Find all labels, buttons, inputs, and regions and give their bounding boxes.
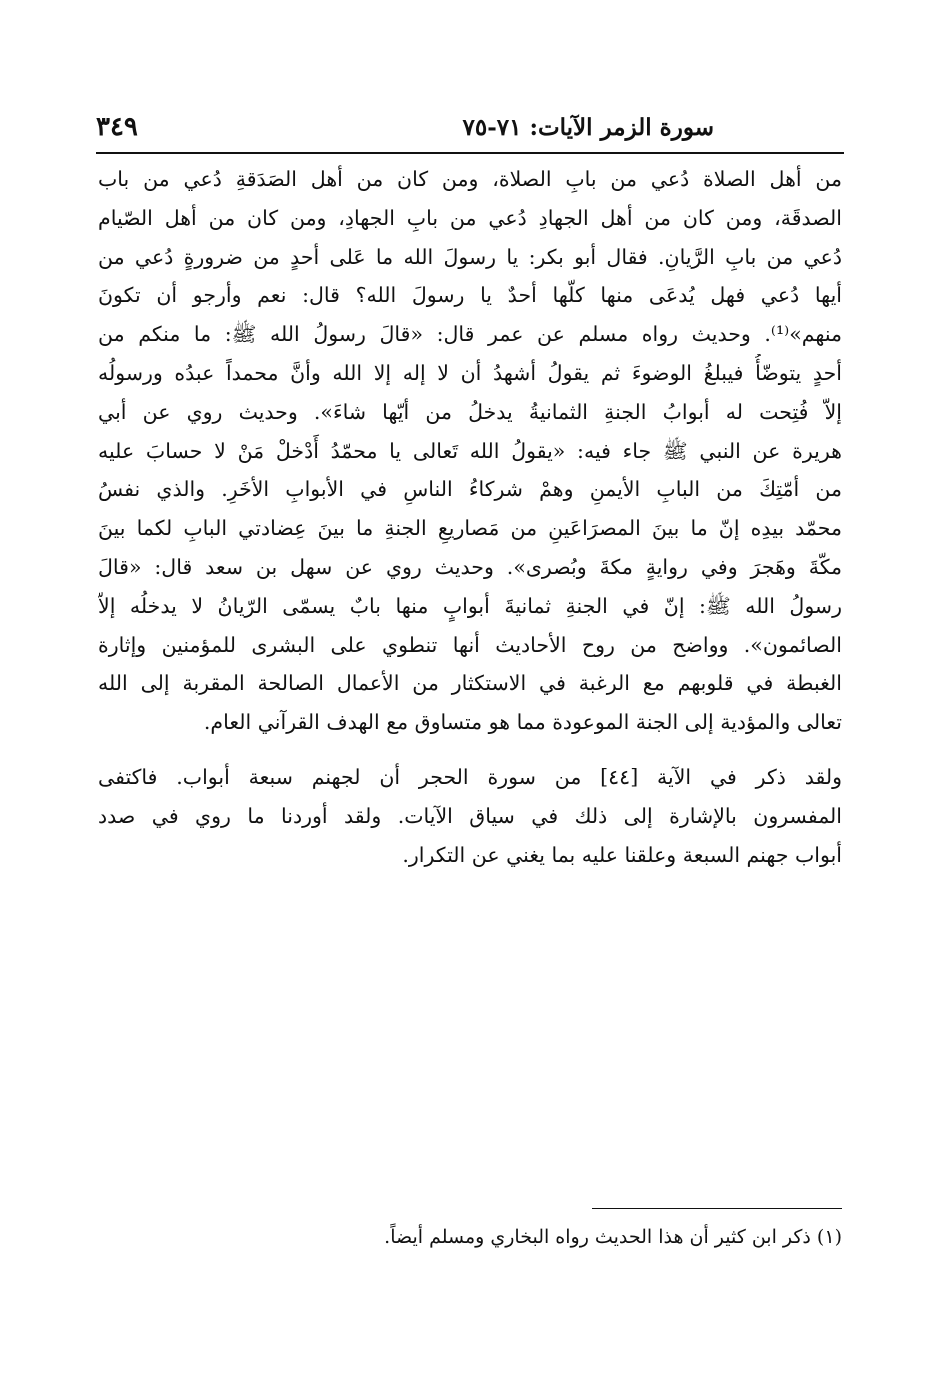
text-line: أيها دُعي فهل يُدعَى منها كلّها أحدٌ يا رسولَ الله؟ قال: نعم وأرجو أن تكونَ bbox=[98, 283, 842, 308]
paragraph-spacing bbox=[98, 742, 842, 758]
text-line: أحدٍ يتوضّأُ فيبلغُ الوضوءَ ثم يقولُ أشهدُ أن لا إله إلا الله وأنَّ محمداً عبدُه ورسولُه bbox=[98, 360, 842, 385]
paragraph-1 bbox=[98, 160, 842, 742]
text-line: المفسرون بالإشارة إلى ذلك في سياق الآيات. ولقد أوردنا ما روي في صدد bbox=[98, 803, 842, 828]
running-title: سورة الزمر الآيات: ٧١-٧٥ bbox=[462, 114, 714, 141]
page-header bbox=[96, 110, 844, 152]
text-line: تعالى والمؤدية إلى الجنة الموعودة مما هو متساوق مع الهدف القرآني العام. bbox=[203, 710, 842, 735]
text-line: رسولُ الله ﷺ: إنّ في الجنةِ ثمانيةَ أبوابٍ منها بابٌ يسمّى الرّيانُ لا يدخلُه إلاّ bbox=[98, 593, 842, 618]
text-line: إلاّ فُتِحت له أبوابُ الجنةِ الثمانيةُ يدخلُ من أيّها شاءَ». وحديث روي عن أبي bbox=[98, 399, 842, 424]
text-line: هريرة عن النبي ﷺ جاء فيه: «يقولُ الله تَعالى يا محمّدُ أَدْخلْ مَنْ لا حسابَ عليه bbox=[98, 438, 842, 463]
body-text bbox=[98, 160, 842, 874]
paragraph-2 bbox=[98, 758, 842, 874]
text-line: دُعي من بابِ الرَّيانِ. فقال أبو بكر: يا رسولَ الله ما عَلى أحدٍ من ضرورةٍ دُعي من bbox=[98, 244, 842, 269]
text-line: مكّةَ وهَجرَ وفي روايةٍ مكةَ وبُصرى». وحديث روي عن سهل بن سعد قال: «قالَ bbox=[98, 554, 842, 579]
text-line: ولقد ذكر في الآية [٤٤] من سورة الحجر أن لجهنم سبعة أبواب. فاكتفى bbox=[98, 764, 842, 789]
text-line: أبواب جهنم السبعة وعلقنا عليه بما يغني عن التكرار. bbox=[402, 842, 842, 867]
text-line: الغبطة في قلوبهم مع الرغبة في الاستكثار من الأعمال الصالحة المقربة إلى الله bbox=[98, 671, 842, 696]
text-line: محمّد بيدِه إنّ ما بينَ المصرَاعَينِ من مَصاريعِ الجنةِ ما بينَ عِضادتي البابِ لكما بينَ bbox=[98, 516, 842, 541]
text-line: منهم»⁽¹⁾. وحديث رواه مسلم عن عمر قال: «قالَ رسولُ الله ﷺ: ما منكم من bbox=[98, 322, 842, 347]
text-line: من أمّتِكَ من البابِ الأيمنِ وهمْ شركاءُ الناسِ في الأبوابِ الأخَرِ. والذي نفسُ bbox=[98, 477, 842, 502]
text-line: الصدقَة، ومن كان من أهل الجهادِ دُعي من بابِ الجهادِ، ومن كان من أهل الصّيام bbox=[98, 205, 842, 230]
page-number: ٣٤٩ bbox=[96, 112, 138, 142]
header-rule bbox=[96, 152, 844, 154]
footnote-rule bbox=[592, 1208, 842, 1209]
footnote: (١) ذكر ابن كثير أن هذا الحديث رواه البخاري ومسلم أيضاً. bbox=[384, 1226, 842, 1248]
text-line: من أهل الصلاة دُعي من بابِ الصلاة، ومن كان من أهل الصَدَقةِ دُعي من باب bbox=[98, 167, 842, 191]
text-line: الصائمون». وواضح من روح الأحاديث أنها تنطوي على البشرى للمؤمنين وإثارة bbox=[98, 632, 842, 657]
